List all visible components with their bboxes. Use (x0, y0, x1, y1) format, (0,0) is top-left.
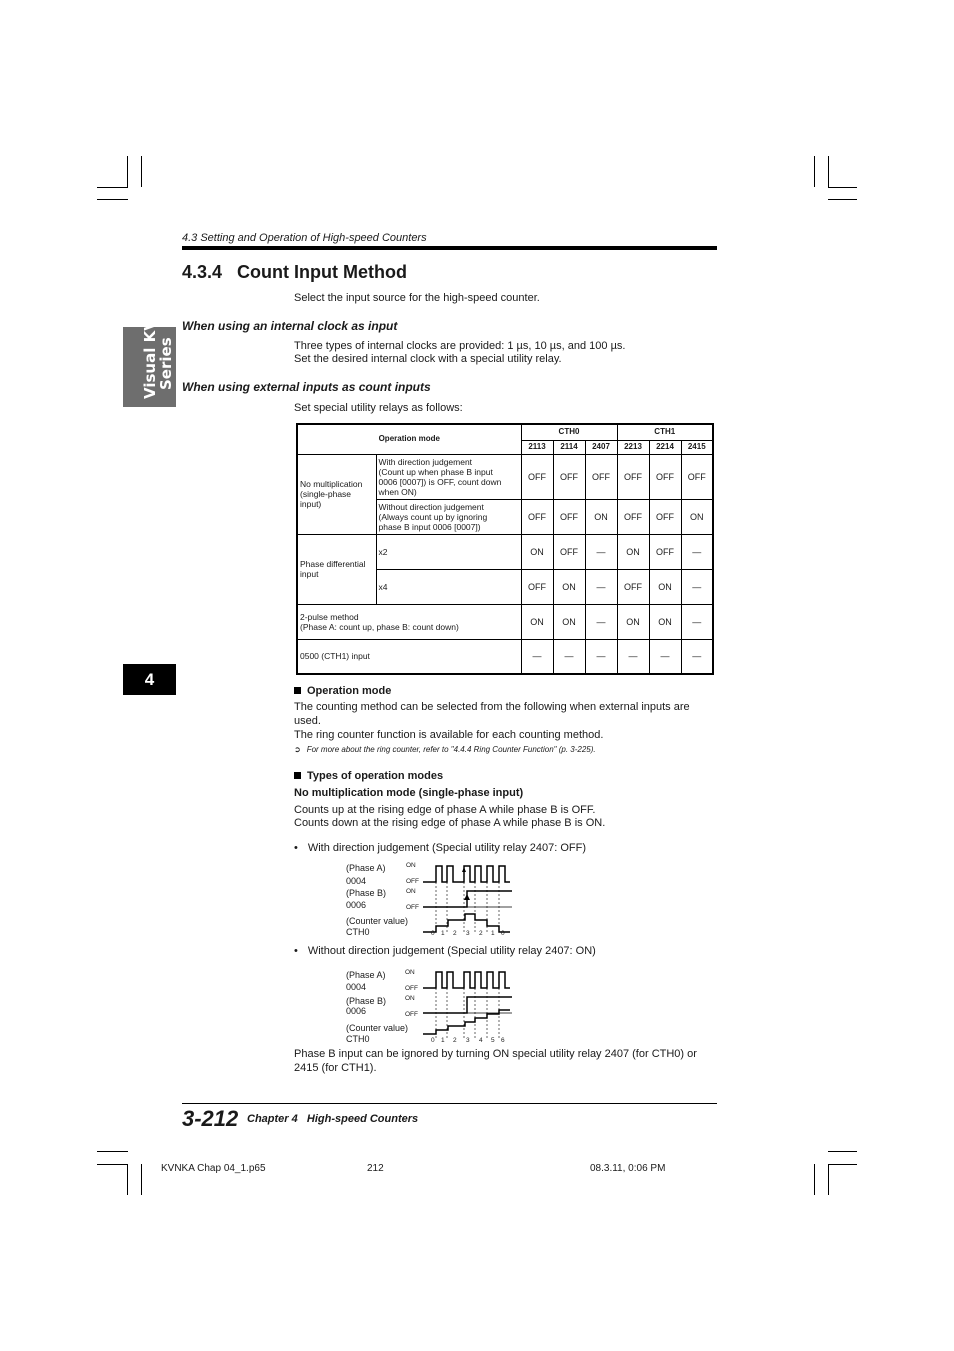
diagram2-phase-a-addr: 0004 (346, 982, 367, 992)
section-title: 4.3.4 Count Input Method (182, 262, 407, 282)
header-cth1: CTH1 (617, 424, 713, 440)
table-cell: OFF (585, 454, 617, 499)
bullet-with-direction: • With direction judgement (Special utility relay 2407: OFF) (294, 842, 587, 854)
crop-mark (828, 1164, 857, 1165)
column-header: 2407 (585, 440, 617, 454)
slug-file: KVNKA Chap 04_1.p65 (161, 1163, 266, 1174)
closing-line1: Phase B input can be ignored by turning ON special utility relay 2407 (for CTH0) or (294, 1048, 697, 1060)
mode-x4: x4 (376, 569, 521, 604)
counts-up-line: Counts up at the rising edge of phase A while phase B is OFF. (294, 804, 596, 816)
slug-page: 212 (367, 1163, 384, 1174)
operation-mode-para2: The ring counter function is available for each counting method. (294, 729, 604, 741)
table-cell: ON (553, 604, 585, 639)
table-cell: — (585, 569, 617, 604)
crop-mark (828, 1164, 829, 1195)
internal-clock-line2: Set the desired internal clock with a special utility relay. (294, 353, 562, 365)
timing-diagram-without-direction (420, 966, 520, 1048)
table-cell: OFF (521, 499, 553, 534)
table-row (297, 534, 713, 569)
table-cell: OFF (553, 534, 585, 569)
footer-rule (182, 1103, 717, 1104)
square-bullet-icon (294, 687, 301, 694)
diagram2-b-off: OFF (405, 1011, 418, 1018)
table-cell: OFF (521, 454, 553, 499)
header-operation-mode: Operation mode (297, 424, 521, 454)
page-number: 3-212 (182, 1106, 239, 1131)
crop-mark (828, 187, 857, 188)
diagram1-phase-b-label: (Phase B) (346, 888, 387, 898)
table-cell: — (617, 639, 649, 674)
no-multiplication-subheading: No multiplication mode (single-phase input) (294, 787, 524, 799)
table-cell: OFF (617, 499, 649, 534)
crop-mark (814, 156, 815, 187)
table-cell: — (521, 639, 553, 674)
table-cell: OFF (649, 534, 681, 569)
bullet-icon: • (294, 945, 298, 957)
table-cell: ON (649, 569, 681, 604)
diagram2-phase-b-addr: 0006 (346, 1006, 367, 1016)
table-cell: — (585, 604, 617, 639)
table-cell: OFF (553, 499, 585, 534)
internal-clock-heading: When using an internal clock as input (182, 319, 398, 333)
table-cell: OFF (681, 454, 713, 499)
crop-mark (97, 199, 128, 200)
crop-mark (127, 1164, 128, 1195)
crop-mark (814, 1164, 815, 1195)
table-cell: OFF (649, 454, 681, 499)
column-header: 2114 (553, 440, 585, 454)
table-cell: OFF (553, 454, 585, 499)
mode-0500-input: 0500 (CTH1) input (297, 639, 521, 674)
table-cell: — (585, 639, 617, 674)
column-header: 2415 (681, 440, 713, 454)
table-cell: ON (617, 604, 649, 639)
diagram2-a-on: ON (405, 969, 415, 976)
slug-date: 08.3.11, 0:06 PM (590, 1163, 666, 1174)
series-side-tab (123, 319, 176, 407)
diagram2-counter-addr: CTH0 (346, 1034, 370, 1044)
crop-mark (828, 156, 829, 187)
closing-line2: 2415 (for CTH1). (294, 1062, 377, 1074)
column-header: 2214 (649, 440, 681, 454)
reference-arrow-icon: ➲ (294, 745, 301, 754)
diagram1-counter-addr: CTH0 (346, 927, 370, 937)
group-no-multiplication: No multiplication (single-phase input) (297, 454, 376, 534)
operation-mode-heading: Operation mode (294, 685, 391, 697)
column-header: 2113 (521, 440, 553, 454)
series-tab-line1: Visual KV (141, 319, 159, 399)
crop-mark (97, 187, 128, 188)
crop-mark (828, 199, 857, 200)
table-cell: ON (585, 499, 617, 534)
table-cell: OFF (521, 569, 553, 604)
crop-mark (127, 156, 128, 187)
table-cell: ON (553, 569, 585, 604)
chapter-tab: 4 (123, 664, 176, 695)
section-intro: Select the input source for the high-speed counter. (294, 292, 540, 304)
chapter-footer: Chapter 4 High-speed Counters (247, 1113, 419, 1125)
diagram1-counter-label: (Counter value) (346, 916, 409, 926)
crop-mark (97, 1164, 128, 1165)
table-cell: OFF (617, 454, 649, 499)
external-inputs-intro: Set special utility relays as follows: (294, 402, 463, 414)
table-cell: — (585, 534, 617, 569)
relay-settings-table (296, 423, 714, 675)
bullet-icon: • (294, 842, 298, 854)
table-cell: — (681, 569, 713, 604)
table-cell: — (681, 639, 713, 674)
diagram1-a-on: ON (406, 862, 416, 869)
external-inputs-heading: When using external inputs as count inputs (182, 380, 431, 394)
crop-mark (97, 1151, 128, 1152)
header-rule (182, 246, 717, 250)
table-cell: ON (521, 604, 553, 639)
operation-mode-para1b: used. (294, 715, 321, 727)
table-cell: ON (617, 534, 649, 569)
diagram1-b-off: OFF (406, 904, 419, 911)
table-row (297, 604, 713, 639)
reference-note: ➲ For more about the ring counter, refer to "4.4.4 Ring Counter Function" (p. 3-225). (294, 745, 596, 754)
mode-2-pulse: 2-pulse method (Phase A: count up, phase B: count down) (297, 604, 521, 639)
header-cth0: CTH0 (521, 424, 617, 440)
group-phase-differential: Phase differential input (297, 534, 376, 604)
crop-mark (141, 1164, 142, 1195)
operation-mode-para1a: The counting method can be selected from the following when external inputs are (294, 701, 690, 713)
internal-clock-line1: Three types of internal clocks are provided: 1 µs, 10 µs, and 100 µs. (294, 340, 626, 352)
column-header: 2213 (617, 440, 649, 454)
crop-mark (141, 156, 142, 187)
mode-without-direction: Without direction judgement (Always count up by ignoring phase B input 0006 [0007]) (376, 499, 521, 534)
mode-with-direction: With direction judgement (Count up when phase B input 0006 [0007]) is OFF, count down when ON) (376, 454, 521, 499)
counts-down-line: Counts down at the rising edge of phase A while phase B is ON. (294, 817, 606, 829)
table-cell: — (681, 604, 713, 639)
diagram2-counter-label: (Counter value) (346, 1023, 409, 1033)
series-tab-line2: Series (157, 337, 175, 390)
diagram1-phase-b-addr: 0006 (346, 900, 367, 910)
bullet-without-direction: • Without direction judgement (Special utility relay 2407: ON) (294, 945, 596, 957)
diagram2-phase-a-label: (Phase A) (346, 970, 386, 980)
table-cell: ON (521, 534, 553, 569)
table-cell: — (553, 639, 585, 674)
table-cell: ON (649, 604, 681, 639)
diagram1-b-on: ON (406, 888, 416, 895)
timing-diagram-with-direction (420, 860, 520, 942)
running-head: 4.3 Setting and Operation of High-speed Counters (182, 232, 427, 244)
table-cell: — (681, 534, 713, 569)
diagram1-phase-a-addr: 0004 (346, 876, 367, 886)
table-cell: OFF (617, 569, 649, 604)
square-bullet-icon (294, 772, 301, 779)
diagram1-a-off: OFF (406, 878, 419, 885)
table-cell: ON (681, 499, 713, 534)
mode-x2: x2 (376, 534, 521, 569)
diagram1-phase-a-label: (Phase A) (346, 863, 386, 873)
crop-mark (828, 1151, 857, 1152)
diagram2-phase-b-label: (Phase B) (346, 996, 387, 1006)
table-row (297, 639, 713, 674)
diagram2-b-on: ON (405, 995, 415, 1002)
table-cell: — (649, 639, 681, 674)
table-row (297, 454, 713, 499)
table-cell: OFF (649, 499, 681, 534)
diagram2-a-off: OFF (405, 985, 418, 992)
types-heading: Types of operation modes (294, 770, 443, 782)
